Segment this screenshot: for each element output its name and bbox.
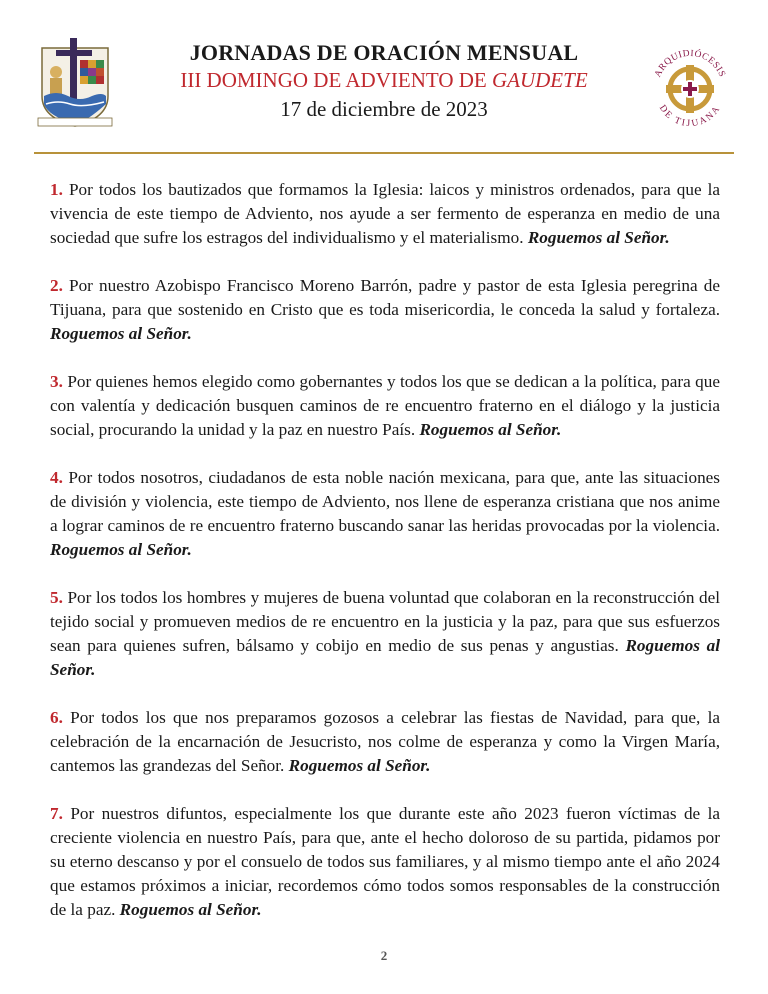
svg-text:ARQUIDIÓCESIS: ARQUIDIÓCESIS	[653, 48, 727, 79]
prayer-item: 6. Por todos los que nos preparamos gozosos a celebrar las fiestas de Navidad, para que, la celebración de la encarnación de Jesucristo, nos colme de esperanza y como la Virgen María, cantemos las grandezas del Señor. Roguemos al Señor.	[50, 708, 720, 775]
page-header	[0, 0, 768, 160]
arquidiocesis-seal-logo	[646, 42, 734, 130]
document-subtitle: III DOMINGO DE ADVIENTO DE GAUDETE	[180, 68, 588, 92]
header-divider	[34, 152, 734, 154]
prayer-item: 1. Por todos los bautizados que formamos la Iglesia: laicos y ministros ordenados, para que la vivencia de este tiempo de Adviento, nos ayude a ser fermento de esperanza en medio de una sociedad que sufre los estragos del individualismo y el materialismo. Roguemos al Señor.	[50, 180, 721, 247]
prayer-item: 5. Por los todos los hombres y mujeres de buena voluntad que colaboran en la reconstrucción del tejido social y promueven medios de re encuentro en la justicia y la paz, para que sus esfuerzos sean para quienes sufren, bálsamo y cobijo en medio de sus penas y angustias. Roguemos al Señor.	[50, 588, 720, 679]
document-title: JORNADAS DE ORACIÓN MENSUAL	[189, 40, 579, 65]
prayer-list	[50, 178, 720, 946]
coat-of-arms-logo	[36, 38, 114, 130]
document-date: 17 de diciembre de 2023	[280, 97, 488, 121]
svg-text:DE TIJUANA: DE TIJUANA	[656, 103, 724, 130]
header-titles	[140, 40, 628, 124]
prayer-item: 3. Por quienes hemos elegido como gobernantes y todos los que se dedican a la política, para que con valentía y dedicación busquen caminos de re encuentro fraterno en el diálogo y la justicia social, procurando la unidad y la paz en nuestro País. Roguemos al Señor.	[50, 372, 721, 439]
prayer-item: 2. Por nuestro Azobispo Francisco Moreno Barrón, padre y pastor de esta Iglesia peregrina de Tijuana, para que sostenido en Cristo que es toda misericordia, le conceda la salud y fortaleza. Roguemos al Señor.	[50, 276, 720, 343]
prayer-item: 7. Por nuestros difuntos, especialmente los que durante este año 2023 fueron víctimas de la creciente violencia en nuestro País, para que, ante el hecho doloroso de su partida, pidamos por su eterno descanso y por el consuelo de todos sus familiares, y al mismo tiempo ante el año 2024 que estamos próximos a iniciar, recordemos cómo todos somos responsables de la construcción de la paz. Roguemos al Señor.	[50, 804, 721, 919]
prayer-item: 4. Por todos nosotros, ciudadanos de esta noble nación mexicana, para que, ante las situaciones de división y violencia, este tiempo de Adviento, nos llene de esperanza cristiana que nos anime a lograr caminos de re encuentro fraterno buscando sanar las heridas provocadas por la violencia. Roguemos al Señor.	[50, 468, 720, 559]
page-number: 2	[380, 948, 388, 963]
